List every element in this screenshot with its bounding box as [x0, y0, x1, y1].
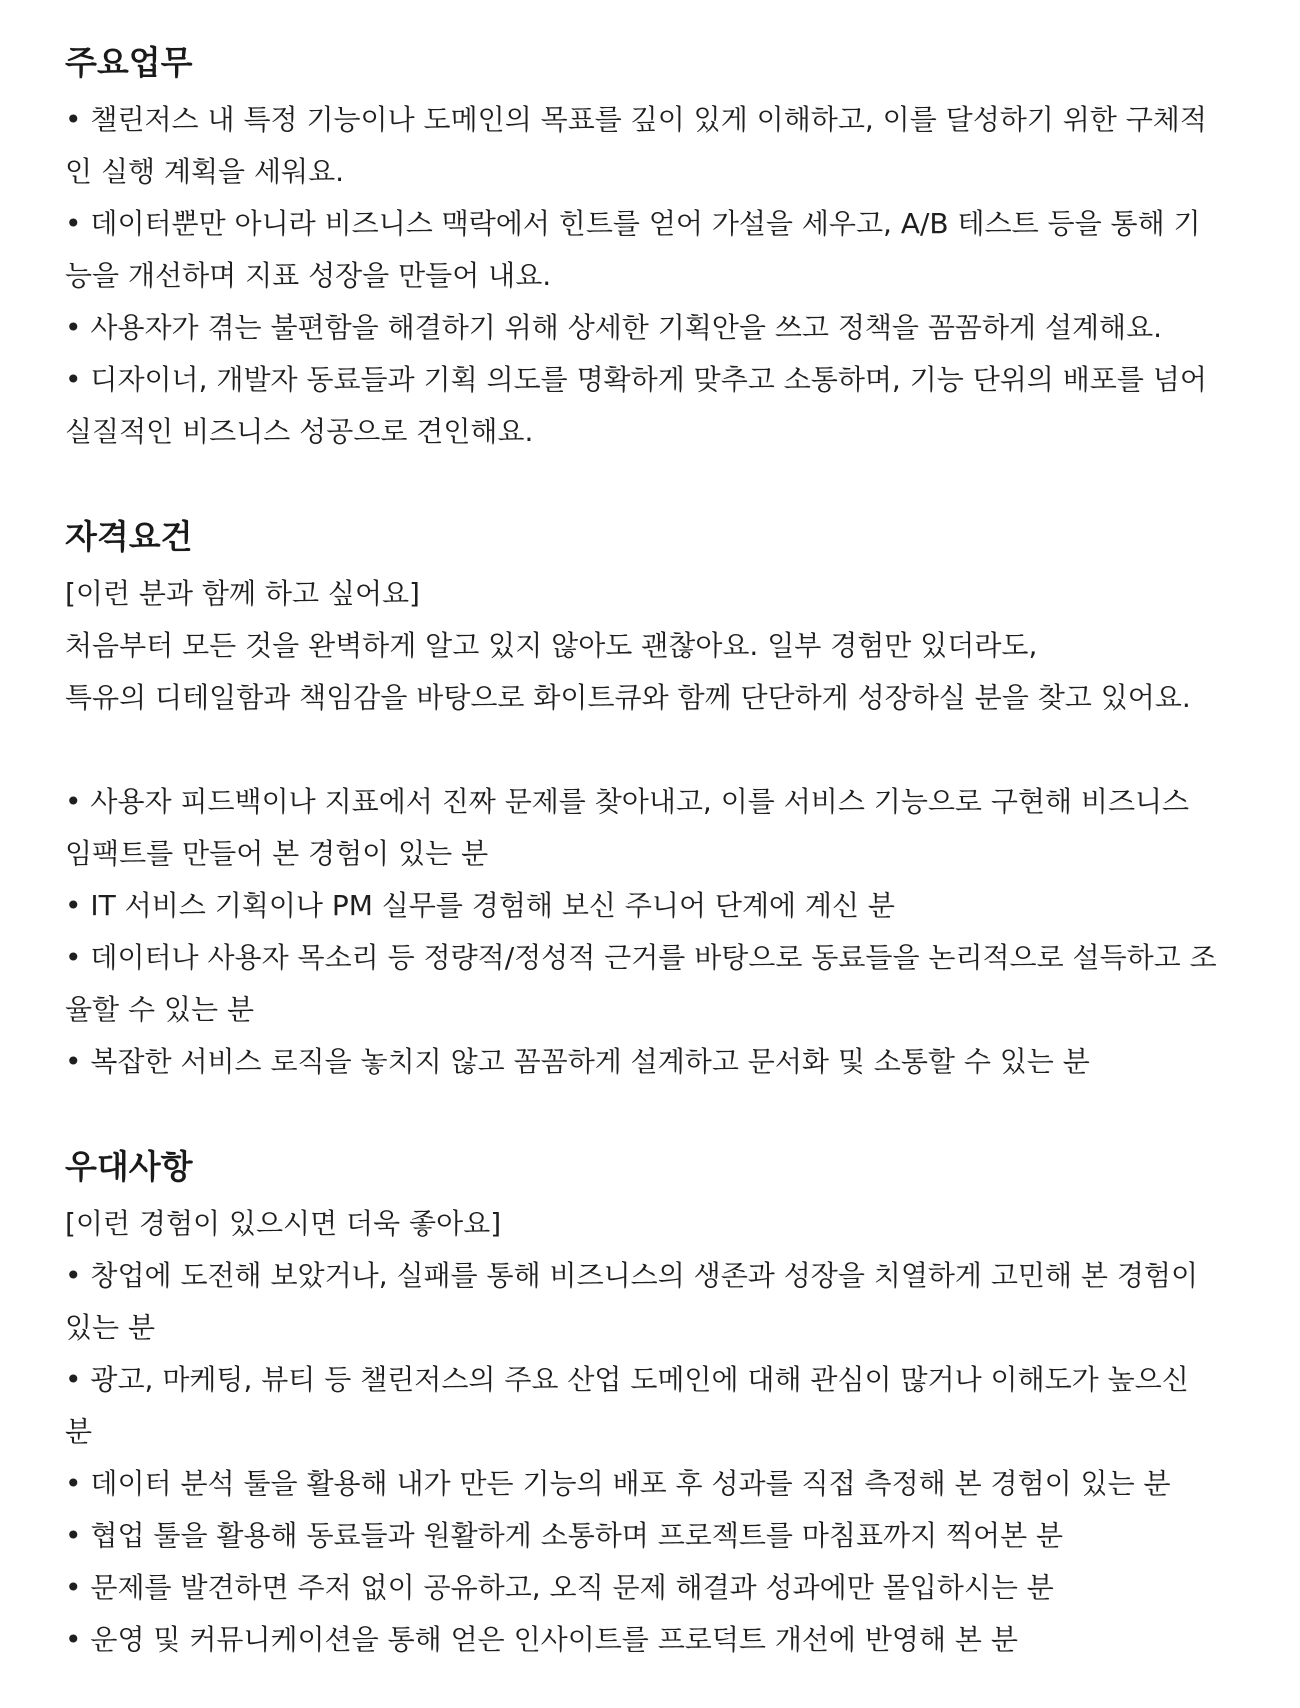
preferred-line: 있는 분 [65, 1311, 156, 1344]
spacer [65, 724, 1240, 776]
intro-line: 처음부터 모든 것을 완벽하게 알고 있지 않아도 괜찮아요. 일부 경험만 있더라도, [65, 629, 1038, 662]
section-qualifications [65, 512, 1240, 1088]
preferred-line: • 광고, 마케팅, 뷰티 등 챌린저스의 주요 산업 도메인에 대해 관심이 많거나 이해도가 높으신 [65, 1363, 1189, 1396]
duties-line: 인 실행 계획을 세워요. [65, 155, 345, 188]
preferred-line: • 창업에 도전해 보았거나, 실패를 통해 비즈니스의 생존과 성장을 치열하게 고민해 본 경험이 [65, 1259, 1199, 1292]
duties-list [65, 94, 1240, 458]
qualification-line: • 데이터나 사용자 목소리 등 정량적/정성적 근거를 바탕으로 동료들을 논리적으로 설득하고 조 [65, 941, 1217, 974]
duties-line: 능을 개선하며 지표 성장을 만들어 내요. [65, 259, 552, 292]
section-preferred [65, 1142, 1240, 1666]
duties-line: • 데이터뿐만 아니라 비즈니스 맥락에서 힌트를 얻어 가설을 세우고, A/B 테스트 등을 통해 기 [65, 207, 1201, 240]
qualification-line: 율할 수 있는 분 [65, 993, 254, 1026]
preferred-line: • 운영 및 커뮤니케이션을 통해 얻은 인사이트를 프로덕트 개선에 반영해 본 분 [65, 1623, 1018, 1656]
preferred-line: [이런 경험이 있으시면 더욱 좋아요] [65, 1207, 502, 1240]
preferred-line: • 데이터 분석 툴을 활용해 내가 만든 기능의 배포 후 성과를 직접 측정해 본 경험이 있는 분 [65, 1467, 1171, 1500]
preferred-list [65, 1198, 1240, 1666]
qualifications-list [65, 776, 1240, 1088]
qualification-line: 임팩트를 만들어 본 경험이 있는 분 [65, 837, 489, 870]
intro-line: [이런 분과 함께 하고 싶어요] [65, 577, 420, 610]
qualification-line: • IT 서비스 기획이나 PM 실무를 경험해 보신 주니어 단계에 계신 분 [65, 889, 895, 922]
section-title: 주요업무 [65, 43, 193, 82]
duties-line: • 사용자가 겪는 불편함을 해결하기 위해 상세한 기획안을 쓰고 정책을 꼼꼼하게 설계해요. [65, 311, 1163, 344]
duties-line: • 디자이너, 개발자 동료들과 기획 의도를 명확하게 맞추고 소통하며, 기능 단위의 배포를 넘어 [65, 363, 1207, 396]
duties-line: • 챌린저스 내 특정 기능이나 도메인의 목표를 깊이 있게 이해하고, 이를 달성하기 위한 구체적 [65, 103, 1207, 136]
qualifications-intro [65, 568, 1240, 724]
intro-line: 특유의 디테일함과 책임감을 바탕으로 화이트큐와 함께 단단하게 성장하실 분을 찾고 있어요. [65, 681, 1191, 714]
section-main-duties [65, 38, 1240, 458]
section-title: 자격요건 [65, 517, 193, 556]
preferred-line: • 협업 툴을 활용해 동료들과 원활하게 소통하며 프로젝트를 마침표까지 찍어본 분 [65, 1519, 1064, 1552]
qualification-line: • 복잡한 서비스 로직을 놓치지 않고 꼼꼼하게 설계하고 문서화 및 소통할 수 있는 분 [65, 1045, 1090, 1078]
section-title: 우대사항 [65, 1147, 193, 1186]
qualification-line: • 사용자 피드백이나 지표에서 진짜 문제를 찾아내고, 이를 서비스 기능으로 구현해 비즈니스 [65, 785, 1190, 818]
preferred-line: 분 [65, 1415, 93, 1448]
preferred-line: • 문제를 발견하면 주저 없이 공유하고, 오직 문제 해결과 성과에만 몰입하시는 분 [65, 1571, 1054, 1604]
duties-line: 실질적인 비즈니스 성공으로 견인해요. [65, 415, 534, 448]
